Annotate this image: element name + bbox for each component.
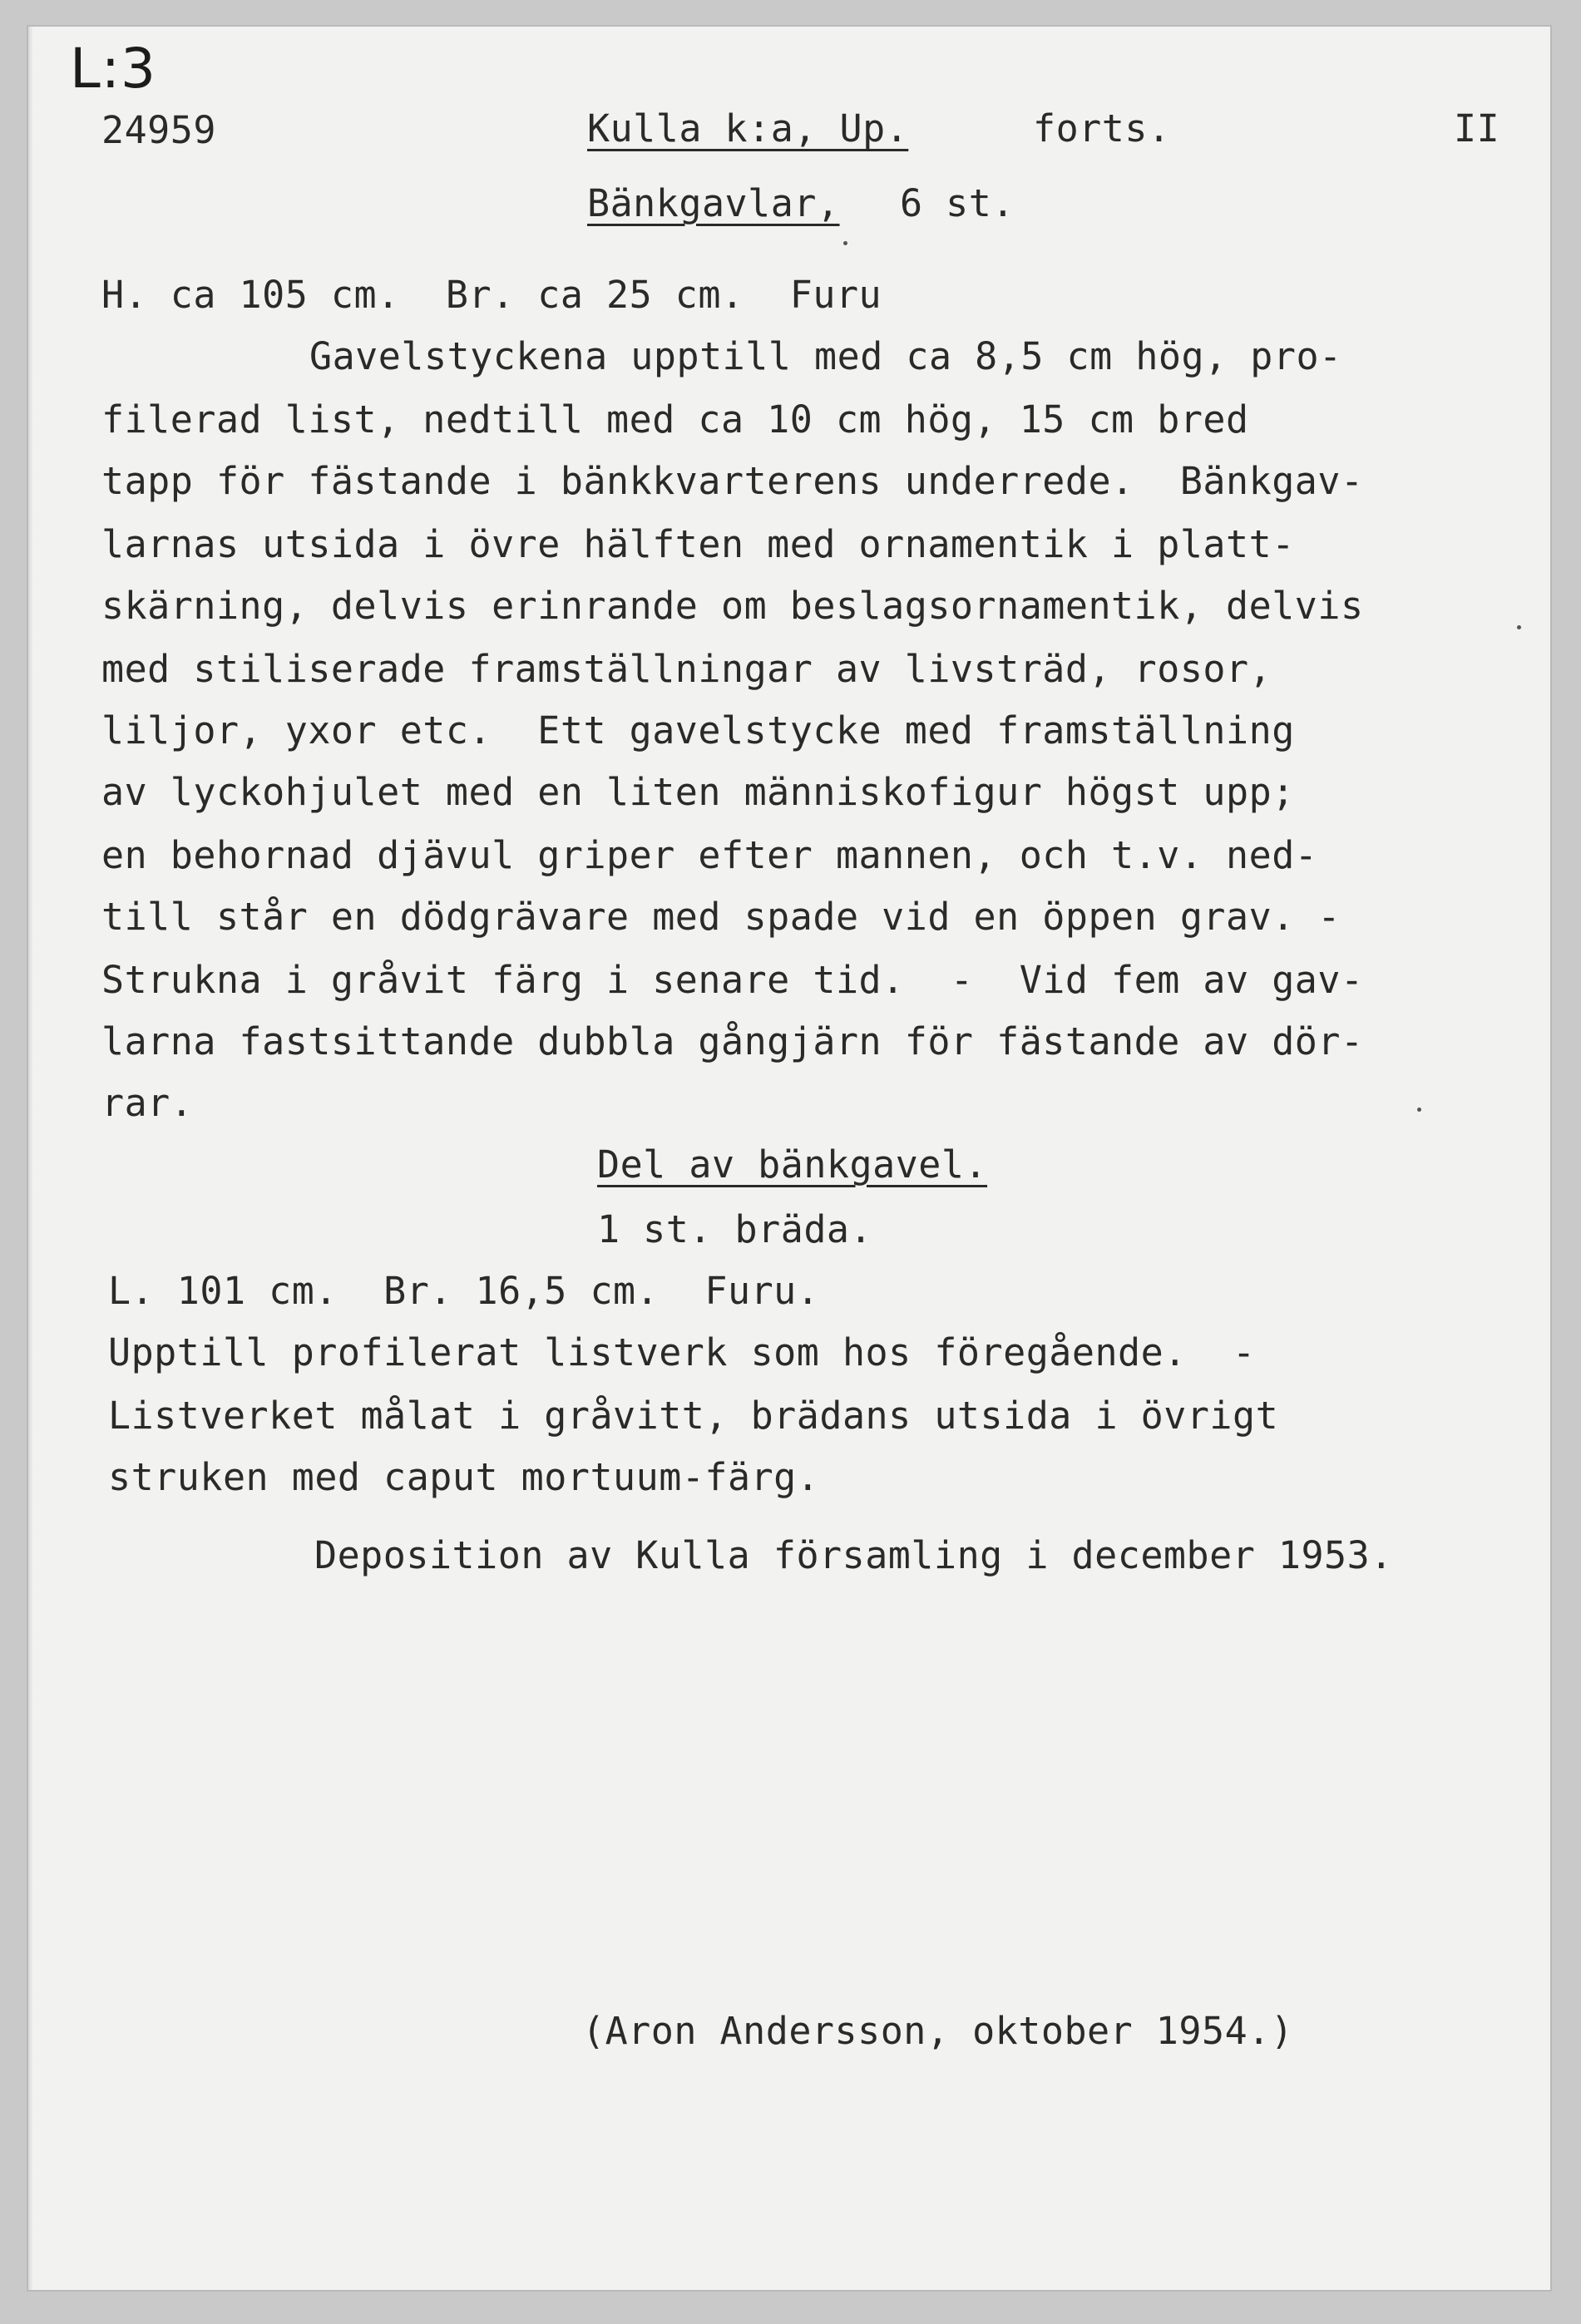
card-edge [28,27,33,2290]
section1-body-line: larnas utsida i övre hälften med ornamentik i platt- [101,522,1295,566]
section1-body-line: med stiliserade framställningar av livsträd, rosor, [101,647,1272,691]
deposition-note: Deposition av Kulla församling i december 1953. [314,1533,1393,1577]
section1-measure-line: H. ca 105 cm. Br. ca 25 cm. Furu [101,273,882,317]
section1-body-line: Strukna i gråvit färg i senare tid. - Vid fem av gav- [101,958,1364,1002]
paper-speck [1517,625,1521,629]
header-location: Kulla k:a, Up. [587,106,909,150]
section2-body-line: Listverket målat i gråvitt, brädans utsida i övrigt [108,1394,1279,1438]
paper-speck [843,241,847,245]
section1-body-line: rar. [101,1081,194,1125]
section2-body-line: struken med caput mortuum-färg. [108,1455,820,1499]
paper-speck [1417,1108,1421,1112]
section1-count: 6 st. [900,181,1015,225]
section2-body-line: Upptill profilerat listverk som hos föregående. - [108,1330,1256,1374]
section2-measure-line: L. 101 cm. Br. 16,5 cm. Furu. [108,1269,820,1313]
section1-body-line: tapp för fästande i bänkkvarterens underrede. Bänkgav- [101,459,1364,503]
catalog-card [28,27,1550,2290]
header-page-number: II [1454,106,1500,150]
handwritten-reference: L:3 [70,37,156,101]
section1-body-line: filerad list, nedtill med ca 10 cm hög, 15 cm bred [101,397,1249,442]
section1-body-line: av lyckohjulet med en liten människofigur högst upp; [101,770,1295,814]
section2-title: Del av bänkgavel. [597,1142,988,1187]
section1-body-line: larna fastsittande dubbla gångjärn för fästande av dör- [101,1019,1364,1063]
section2-count: 1 st. bräda. [597,1207,873,1251]
section1-body-line: en behornad djävul griper efter mannen, och t.v. ned- [101,833,1318,877]
catalog-number: 24959 [101,108,216,152]
section1-body-line: liljor, yxor etc. Ett gavelstycke med framställning [101,708,1295,752]
section1-body-line: skärning, delvis erinrande om beslagsornamentik, delvis [101,584,1364,628]
section1-body-line: till står en dödgrävare med spade vid en öppen grav. - [101,895,1341,939]
header-continued: forts. [1033,106,1171,150]
section1-title: Bänkgavlar, [587,181,840,225]
author-signature-line: (Aron Andersson, oktober 1954.) [582,2009,1294,2053]
section1-body-line: Gavelstyckena upptill med ca 8,5 cm hög, pro- [309,334,1342,378]
